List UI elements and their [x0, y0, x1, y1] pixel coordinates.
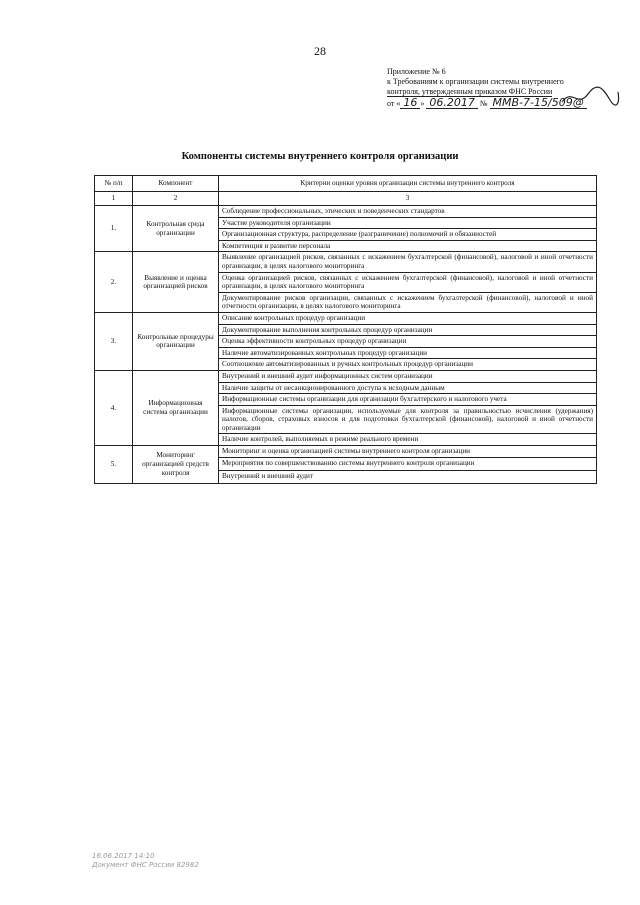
date-prefix: от «: [387, 99, 401, 108]
criterion: Документирование выполнения контрольных процедур организации: [219, 324, 597, 336]
appendix-approval-text: контроля, утвержденным приказом ФНС России: [387, 87, 553, 96]
column-index-3: 3: [219, 192, 597, 206]
page-number: 28: [314, 44, 326, 58]
footer-stamp: [92, 852, 199, 870]
column-header-component: Компонент: [133, 176, 219, 192]
appendix-reference: к Требованиям к организации системы внутреннего: [387, 77, 564, 86]
criterion: Соблюдение профессиональных, этических и поведенческих стандартов: [219, 206, 597, 218]
order-number-prefix: №: [477, 99, 490, 108]
group-number: 1.: [95, 206, 133, 252]
column-header-criteria: Критерии оценки уровня организации системы внутреннего контроля: [219, 176, 597, 192]
document-title: Компоненты системы внутреннего контроля организации: [181, 151, 459, 162]
criterion: Наличие автоматизированных контрольных процедур организации: [219, 347, 597, 359]
group-component: Контрольная среда организации: [133, 206, 219, 252]
column-index-1: 1: [95, 192, 133, 206]
handwritten-day: 16: [400, 97, 420, 109]
column-index-row: [95, 192, 597, 206]
criterion: Соотношение автоматизированных и ручных контрольных процедур организации: [219, 359, 597, 371]
column-header-number: № п/п: [95, 176, 133, 192]
signature-scribble: [560, 86, 622, 108]
criterion: Информационные системы организации для организации бухгалтерского и налогового учета: [219, 394, 597, 406]
criterion: Описание контрольных процедур организации: [219, 312, 597, 324]
criterion: Наличие контролей, выполняемых в режиме реального времени: [219, 434, 597, 446]
handwritten-order-number: ММВ-7-15/509@: [490, 97, 587, 109]
table-row: [95, 446, 597, 458]
criterion: Внутренний и внешний аудит информационных систем организации: [219, 370, 597, 382]
criterion: Участие руководителя организации: [219, 217, 597, 229]
handwritten-month-year: 06.2017: [426, 97, 478, 109]
footer-timestamp: 16.06.2017 14:10: [92, 852, 155, 860]
group-number: 5.: [95, 446, 133, 484]
components-table: [94, 175, 597, 484]
group-component: Информационная система организации: [133, 370, 219, 445]
footer-document-stamp: Документ ФНС России 82982: [92, 861, 199, 869]
group-number: 4.: [95, 370, 133, 445]
criterion: Информационные системы организации, используемые для контроля за правильностью исчисления (удержания) налогов, сборов, страховых взносов и для подготовки бухгалтерской (финансовой), налоговой и иной отчетности организации: [219, 405, 597, 434]
table-row: [95, 370, 597, 382]
criterion: Организационная структура, распределение (разграничение) полномочий и обязанностей: [219, 229, 597, 241]
group-component: Контрольные процедуры организации: [133, 312, 219, 370]
group-component: Выявление и оценка организацией рисков: [133, 252, 219, 313]
criterion: Наличие защиты от несанкционированного доступа к исходным данным: [219, 382, 597, 394]
table-row: [95, 206, 597, 218]
group-number: 2.: [95, 252, 133, 313]
column-index-2: 2: [133, 192, 219, 206]
table-row: [95, 252, 597, 272]
date-separator: »: [420, 99, 427, 108]
group-component: Мониторинг организацией средств контроля: [133, 446, 219, 484]
criterion: Оценка организацией рисков, связанных с искажением бухгалтерской (финансовой), налоговой и иной отчетности организации, в целях налогового мониторинга: [219, 272, 597, 292]
criterion: Выявление организацией рисков, связанных с искажением бухгалтерской (финансовой), налоговой и иной отчетности организации, в целях налогового мониторинга: [219, 252, 597, 272]
criterion: Компетенция и развитие персонала: [219, 240, 597, 252]
appendix-title: Приложение № 6: [387, 67, 446, 76]
table-row: [95, 312, 597, 324]
table-header-row: [95, 176, 597, 192]
criterion: Мониторинг и оценка организацией системы внутреннего контроля организации: [219, 446, 597, 458]
criterion: Документирование рисков организации, связанных с искажением бухгалтерской (финансовой), налоговой и иной отчетности организации, в целях налогового мониторинга: [219, 292, 597, 312]
criterion: Оценка эффективности контрольных процедур организации: [219, 336, 597, 348]
criterion: Мероприятия по совершенствованию системы внутреннего контроля организации: [219, 457, 597, 470]
group-number: 3.: [95, 312, 133, 370]
criterion: Внутренний и внешний аудит: [219, 470, 597, 483]
